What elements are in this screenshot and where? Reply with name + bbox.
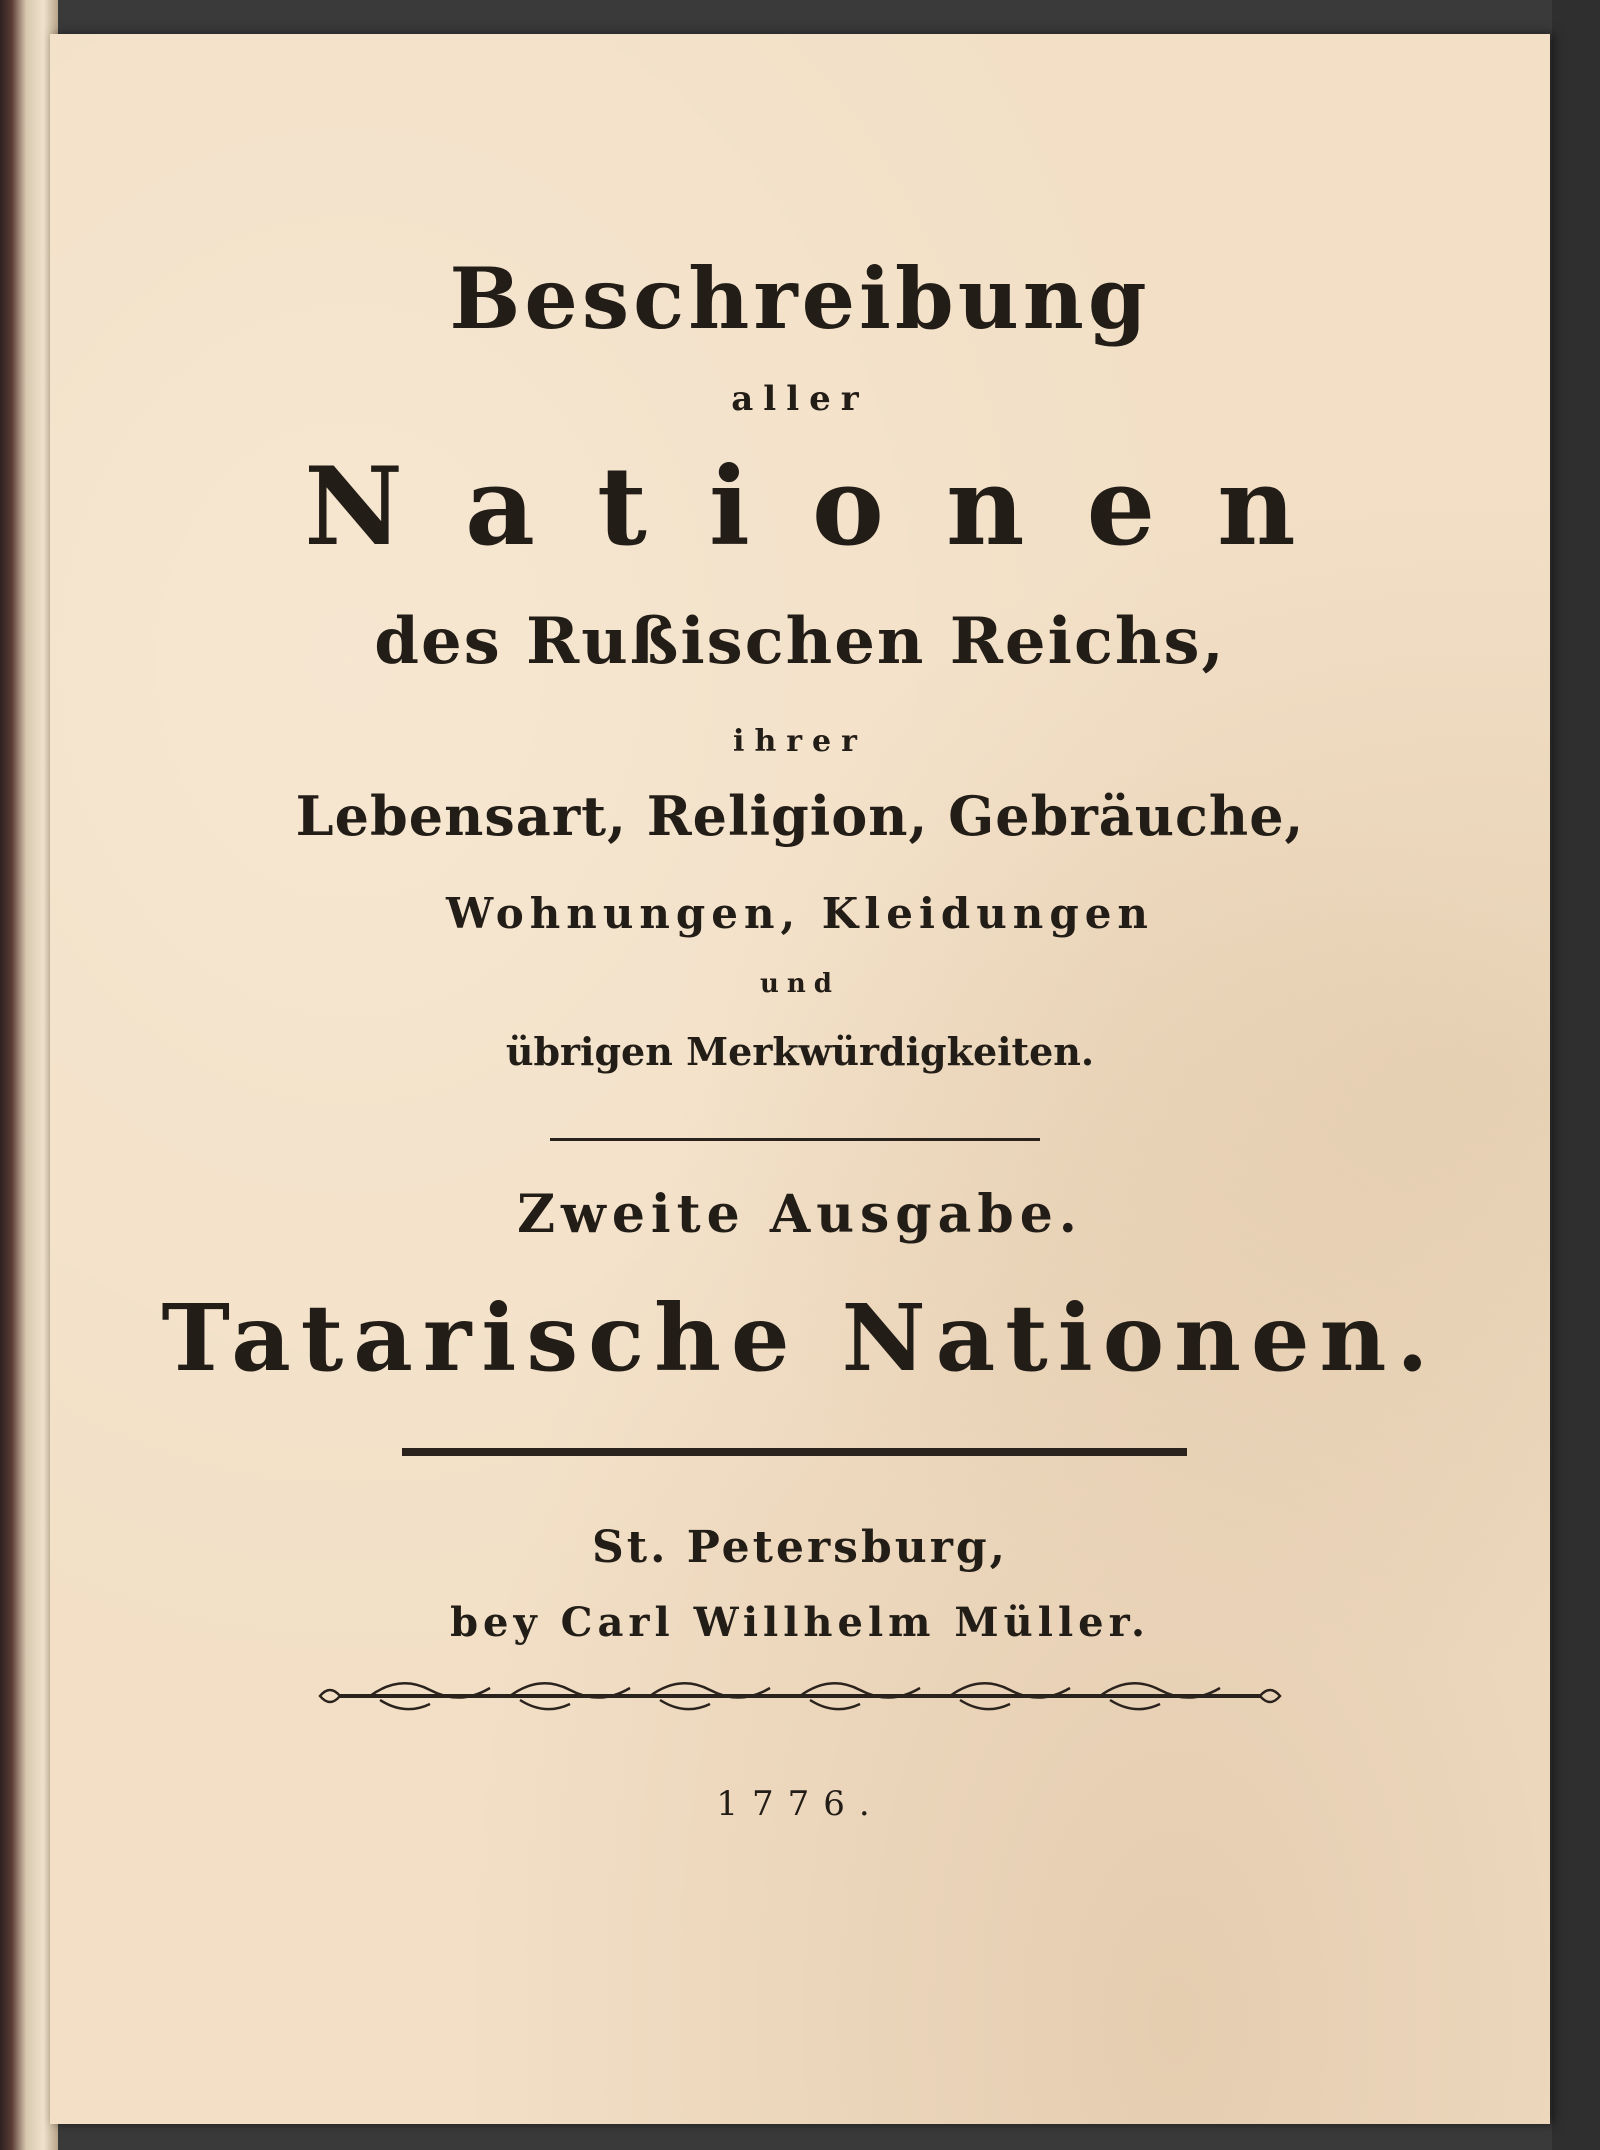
background-edge — [1552, 0, 1600, 2150]
imprint-place: St. Petersburg, — [592, 1522, 1008, 1573]
divider-thin — [550, 1138, 1040, 1141]
title-und: und — [760, 969, 840, 999]
title-nationen: Nationen — [304, 444, 1358, 570]
title-ihrer: ihrer — [733, 724, 867, 759]
decorative-vignette — [310, 1674, 1290, 1718]
title-lebensart: Lebensart, Religion, Gebräuche, — [295, 784, 1305, 848]
title-beschreibung: Beschreibung — [449, 249, 1151, 348]
imprint-publisher: bey Carl Willhelm Müller. — [450, 1599, 1150, 1646]
publication-year: 1776. — [716, 1784, 884, 1824]
title-page — [50, 34, 1550, 2124]
edition-label: Zweite Ausgabe. — [517, 1184, 1083, 1245]
title-wohnungen: Wohnungen, Kleidungen — [446, 889, 1154, 938]
title-merkwuerdigkeiten: übrigen Merkwürdigkeiten. — [505, 1029, 1095, 1074]
volume-title: Tatarische Nationen. — [161, 1284, 1439, 1392]
title-aller: aller — [731, 379, 869, 419]
divider-thick — [402, 1448, 1187, 1456]
title-russischen-reichs: des Rußischen Reichs, — [374, 604, 1226, 679]
